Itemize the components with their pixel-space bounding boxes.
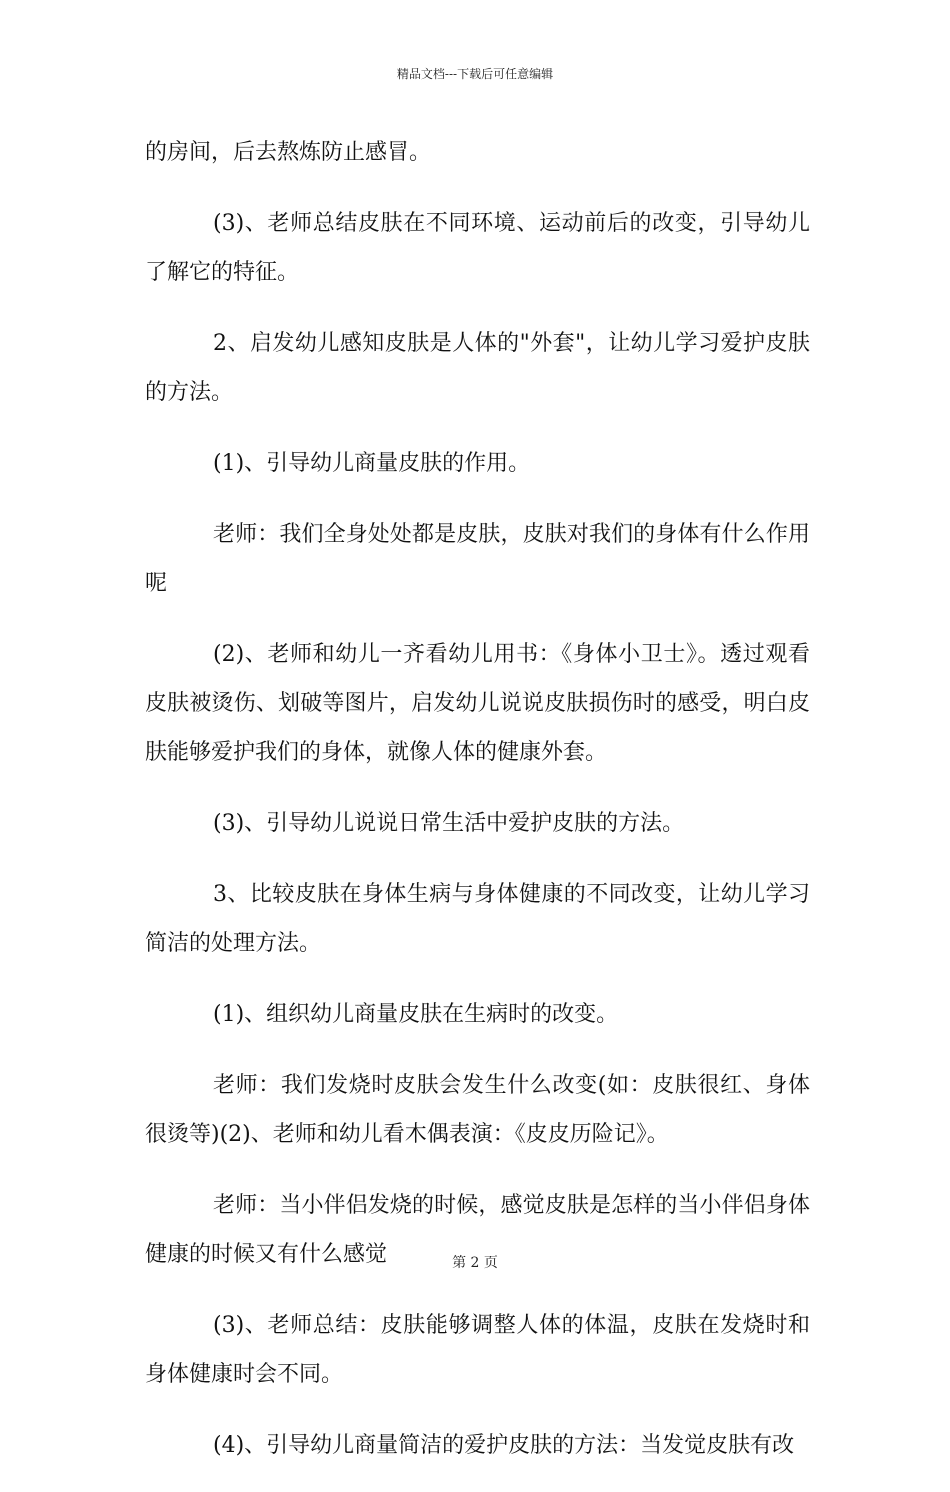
paragraph: 老师：我们发烧时皮肤会发生什么改变(如：皮肤很红、身体很烫等)(2)、老师和幼儿看木偶表演：《皮皮历险记》。 (145, 1073, 810, 1147)
paragraph: 3、比较皮肤在身体生病与身体健康的不同改变，让幼儿学习简洁的处理方法。 (145, 882, 810, 956)
paragraph: (3)、老师总结：皮肤能够调整人体的体温，皮肤在发烧时和身体健康时会不同。 (145, 1313, 810, 1387)
document-body (145, 128, 810, 1492)
paragraph: (2)、老师和幼儿一齐看幼儿用书：《身体小卫士》。透过观看皮肤被烫伤、划破等图片，启发幼儿说说皮肤损伤时的感受，明白皮肤能够爱护我们的身体，就像人体的健康外套。 (145, 642, 810, 765)
paragraph: 的房间，后去熬炼防止感冒。 (145, 140, 432, 165)
paragraph: (4)、引导幼儿商量简洁的爱护皮肤的方法：当发觉皮肤有改 (213, 1433, 795, 1458)
paragraph: (1)、组织幼儿商量皮肤在生病时的改变。 (213, 1002, 619, 1027)
paragraph: 老师：我们全身处处都是皮肤，皮肤对我们的身体有什么作用呢 (145, 522, 810, 596)
paragraph: (3)、老师总结皮肤在不同环境、运动前后的改变，引导幼儿了解它的特征。 (145, 211, 810, 285)
page-number: 第 2 页 (452, 1255, 498, 1271)
paragraph: (3)、引导幼儿说说日常生活中爱护皮肤的方法。 (213, 811, 685, 836)
paragraph: 2、启发幼儿感知皮肤是人体的"外套"，让幼儿学习爱护皮肤的方法。 (145, 331, 810, 405)
page-header: 精品文档---下载后可任意编辑 (396, 67, 554, 81)
paragraph: (1)、引导幼儿商量皮肤的作用。 (213, 451, 531, 476)
paragraph: 老师：当小伴侣发烧的时候，感觉皮肤是怎样的当小伴侣身体健康的时候又有什么感觉 (145, 1193, 810, 1267)
